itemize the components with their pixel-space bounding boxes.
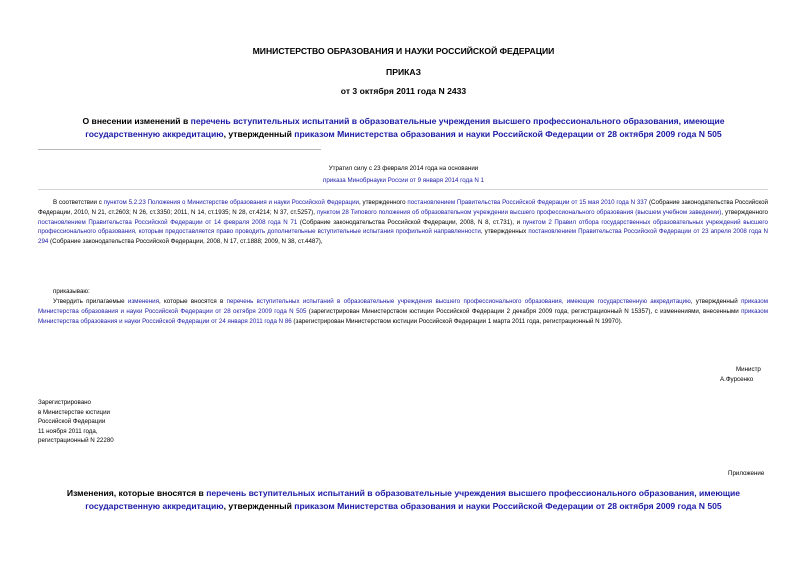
resolution-337-link[interactable]: постановлением Правительства Российской Федерации от 15 мая 2010 года N 337: [407, 199, 648, 206]
registration-block: Зарегистрировано в Министерстве юстиции Российской Федерации 11 ноября 2011 года, регистрационный N 22280: [38, 399, 114, 445]
regulation-link[interactable]: пунктом 5.2.23 Положения о Министерстве образования и науки Российской Федерации: [103, 199, 359, 206]
title-order-505-link[interactable]: приказом Министерства образования и науки Российской Федерации от 28 октября 2009 года N 505: [294, 129, 722, 139]
resolution-71-link[interactable]: постановлением Правительства Российской Федерации от 14 февраля 2008 года N 71: [38, 218, 298, 226]
title-list-link[interactable]: перечень вступительных испытаний в образовательные учреждения высшего профессионального образования, имеющие государственную аккредитацию: [85, 116, 725, 139]
signature-position: Министр: [736, 366, 761, 373]
signature-name: А.Фурсенко: [720, 376, 754, 383]
appendix-title: Изменения, которые вносятся в перечень вступительных испытаний в образовательные учреждения высшего профессионального образования, имеющие государственную аккредитацию, утвержденный приказом Министерства образования и науки Российской Федерации от 28 октября 2009 года N 505: [66, 488, 741, 511]
preamble-paragraph: В соответствии с пунктом 5.2.23 Положения о Министерстве образования и науки Российской Федерации, утвержденного постановлением Правительства Российской Федерации от 15 мая 2010 года N 337 (Собрание законодательства Российской Федерации, 2010, N 21, ст.2603; N 26, ст.3350; 2011, N 14, ст.1935; N 28, ст.4214; N 37, ст.5257), пунктом 28 Типового положения об образовательном учреждении высшего профессионального образования (высшем учебном заведении), утвержденного постановлением Правительства Российской Федерации от 14 февраля 2008 года N 71 (Собрание законодательства Российской Федерации, 2008, N 8, ст.731), и пунктом 2 Правил отбора государственных образовательных учреждений высшего профессионального образования, которым предоставляется право проводить дополнительные вступительные испытания профильной направленности, утвержденных постановлением Правительства Российской Федерации от 23 апреля 2008 года N 294 (Собрание законодательства Российской Федерации, 2008, N 17, ст.1888; 2009, N 38, ст.4487),: [38, 199, 769, 246]
expired-notice: Утратил силу с 23 февраля 2014 года на основании: [328, 165, 479, 172]
standard-regulation-link[interactable]: пунктом 28 Типового положения об образовательном учреждении высшего профессионального образования (высшем учебном заведении): [316, 208, 722, 216]
appendix-list-link[interactable]: перечень вступительных испытаний в образовательные учреждения высшего профессионального образования, имеющие государственную аккредитацию: [85, 488, 741, 511]
selection-rules-link[interactable]: пунктом 2 Правил отбора государственных образовательных учреждений высшего профессионального образования, которым предоставляется право проводить дополнительные вступительные испытания профильной направленности: [38, 218, 768, 236]
document-type: ПРИКАЗ: [386, 67, 421, 77]
order-title: О внесении изменений в перечень вступительных испытаний в образовательные учреждения высшего профессионального образования, имеющие государственную аккредитацию, утвержденный приказом Министерства образования и науки Российской Федерации от 28 октября 2009 года N 505: [82, 116, 725, 139]
ministry-name: МИНИСТЕРСТВО ОБРАЗОВАНИЯ И НАУКИ РОССИЙСКОЙ ФЕДЕРАЦИИ: [252, 46, 555, 56]
appendix-order-505-link[interactable]: приказом Министерства образования и науки Российской Федерации от 28 октября 2009 года N 505: [294, 501, 722, 511]
order-505-link[interactable]: приказом Министерства образования и науки Российской Федерации от 28 октября 2009 года N 505: [38, 298, 768, 315]
expired-notice-link-line: [0, 177, 807, 184]
changes-link[interactable]: изменения: [127, 298, 159, 305]
expired-order-link[interactable]: приказа Минобрнауки России от 9 января 2014 года N 1: [323, 177, 484, 184]
exam-list-link[interactable]: перечень вступительных испытаний в образовательные учреждения высшего профессионального образования, имеющие государственную аккредитацию: [226, 298, 691, 305]
appendix-label: Приложение: [728, 470, 765, 477]
order-date-number: от 3 октября 2011 года N 2433: [340, 86, 467, 96]
order-86-link[interactable]: приказом Министерства образования и науки Российской Федерации от 24 января 2011 года N 86: [38, 307, 768, 325]
divider-short: [38, 149, 321, 150]
resolution-294-link[interactable]: постановлением Правительства Российской Федерации от 23 апреля 2008 года N 294: [38, 228, 768, 246]
divider-long: [38, 189, 768, 190]
approve-paragraph: Утвердить прилагаемые изменения, которые вносятся в перечень вступительных испытаний в образовательные учреждения высшего профессионального образования, имеющие государственную аккредитацию, утвержденный приказом Министерства образования и науки Российской Федерации от 28 октября 2009 года N 505 (зарегистрирован Министерством юстиции Российской Федерации 2 декабря 2009 года, регистрационный N 15357), с изменениями, внесенными приказом Министерства образования и науки Российской Федерации от 24 января 2011 года N 86 (зарегистрирован Министерством юстиции Российской Федерации 1 марта 2011 года, регистрационный N 19970).: [38, 298, 768, 325]
order-word: приказываю:: [53, 288, 90, 295]
